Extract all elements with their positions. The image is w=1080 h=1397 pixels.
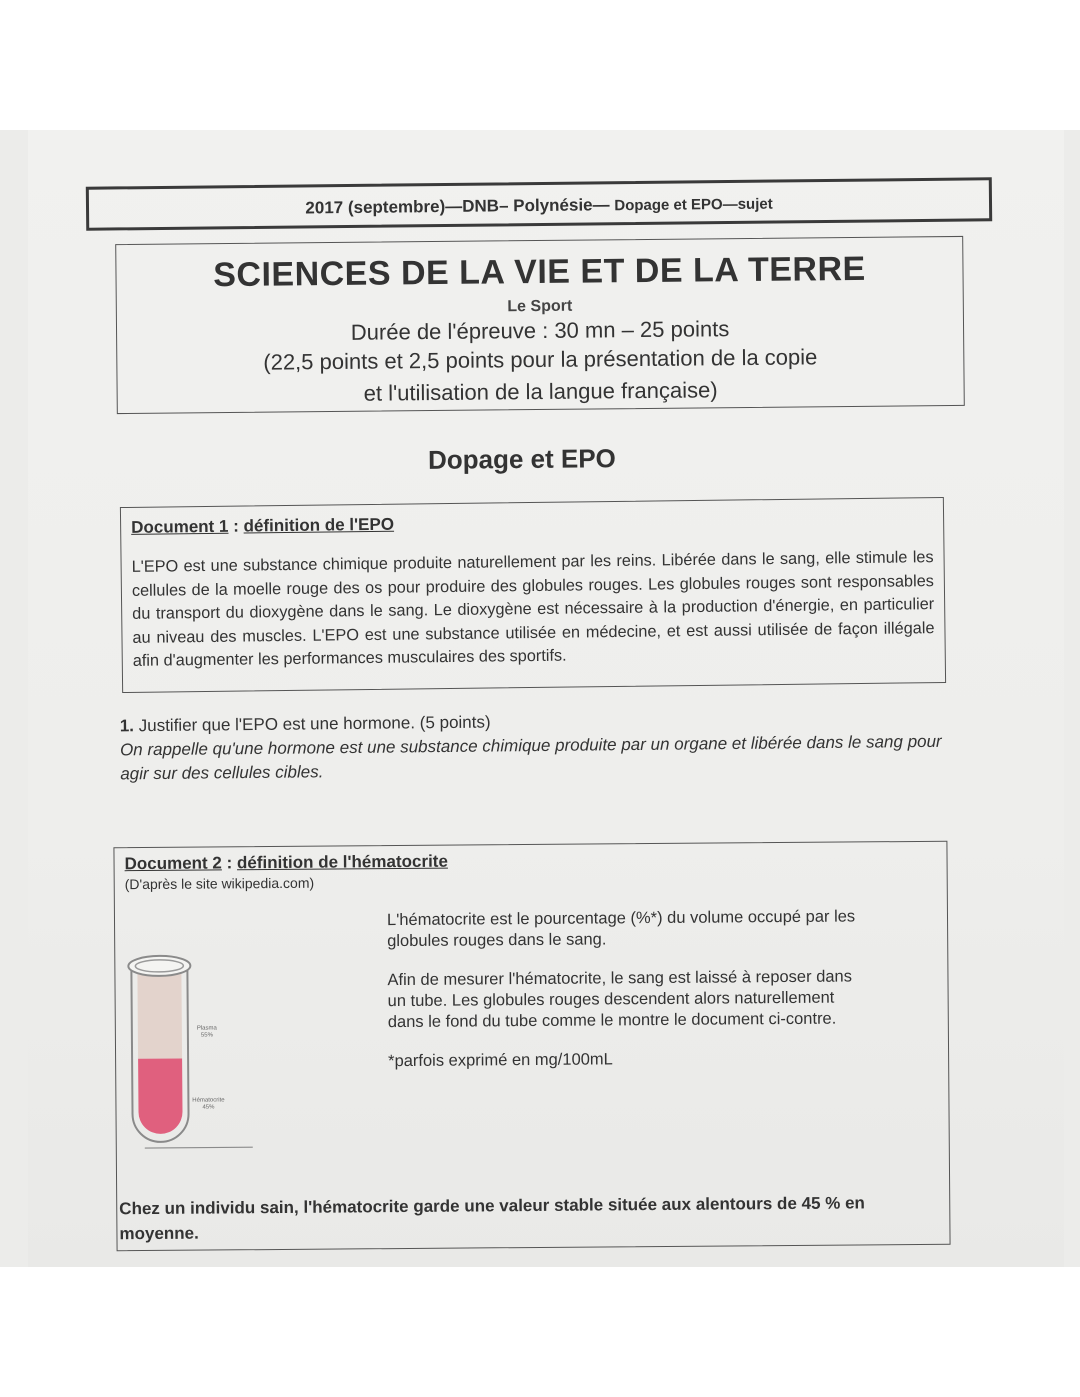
hematocrit-label-text: Hématocrite <box>192 1097 225 1104</box>
header-box <box>86 177 992 230</box>
tube-rim <box>128 956 190 976</box>
plasma-layer <box>137 974 182 1059</box>
exam-sheet <box>28 130 1064 1267</box>
header-main: 2017 (septembre)—DNB– Polynésie— <box>305 195 610 218</box>
document-1-label: Document 1 <box>131 516 229 537</box>
test-tube-figure <box>123 943 255 1154</box>
document-2-box <box>113 841 950 1252</box>
document-2-heading: Document 2 : définition de l'hématocrite <box>124 851 448 874</box>
duration-line: Durée de l'épreuve : 30 mn – 25 points <box>350 316 730 345</box>
hematocrit-layer <box>138 1058 183 1134</box>
plasma-label-text: Plasma <box>196 1025 217 1032</box>
document-2-label: Document 2 <box>124 853 222 874</box>
points-line-1: (22,5 points et 2,5 points pour la présentation de la copie <box>263 344 818 375</box>
subtitle: Le Sport <box>507 297 573 316</box>
photo-background <box>0 130 1080 1267</box>
hematocrit-value: 45% <box>202 1104 215 1111</box>
document-1-text: L'EPO est une substance chimique produite naturellement par les reins. Libérée dans le sang, elle stimule les cellules de la moelle rouge des os pour produire des globules rouges. Les globules rouges sont responsables du transport du dioxygène dans le sang. Le dioxygène est nécessaire à la production d'énergie, en particulier au niveau des muscles. L'EPO est une substance utilisée en médecine, et est aussi utilisée de façon illégale afin d'augmenter les performances musculaires des sportifs. <box>131 548 935 670</box>
document-2-description <box>387 906 858 1090</box>
document-1-box <box>120 497 946 693</box>
page-title: SCIENCES DE LA VIE ET DE LA TERRE <box>213 249 866 295</box>
question-1-hint: On rappelle qu'une hormone est une substance chimique produite par un organe et libérée dans le sang pour agir sur des cellules cibles. <box>119 731 942 784</box>
question-1 <box>120 706 961 787</box>
document-2-para-2: Afin de mesurer l'hématocrite, le sang est laissé à reposer dans un tube. Les globules rouges descendent alors naturellement dans le fond du tube comme le montre le document ci-contre. <box>387 967 853 1032</box>
document-1-heading: Document 1 : définition de l'EPO <box>131 514 395 537</box>
question-1-text: Justifier que l'EPO est une hormone. (5 points) <box>138 712 491 736</box>
test-tube-svg <box>123 943 255 1154</box>
document-2-title: définition de l'hématocrite <box>236 851 448 873</box>
section-title: Dopage et EPO <box>427 443 616 475</box>
document-2-header <box>124 852 448 893</box>
hematocrit-label <box>186 1097 230 1111</box>
header-topic: Dopage et EPO—sujet <box>614 195 773 215</box>
document-1-title: définition de l'EPO <box>243 514 395 536</box>
question-1-number: 1. <box>119 716 135 736</box>
plasma-value: 55% <box>200 1032 213 1039</box>
document-2-conclusion: Chez un individu sain, l'hématocrite garde une valeur stable située aux alentours de 45 % en moyenne. <box>119 1193 865 1244</box>
header-text <box>89 191 989 220</box>
points-line-2: et l'utilisation de la langue française) <box>363 377 718 406</box>
plasma-label <box>190 1025 224 1039</box>
tube-baseline <box>145 1147 253 1148</box>
document-2-source: (D'après le site wikipedia.com) <box>124 874 315 893</box>
title-box <box>115 236 965 414</box>
document-2-footnote: *parfois exprimé en mg/100mL <box>388 1050 613 1071</box>
document-2-para-1: L'hématocrite est le pourcentage (%*) du volume occupé par les globules rouges dans le sang. <box>386 907 856 951</box>
